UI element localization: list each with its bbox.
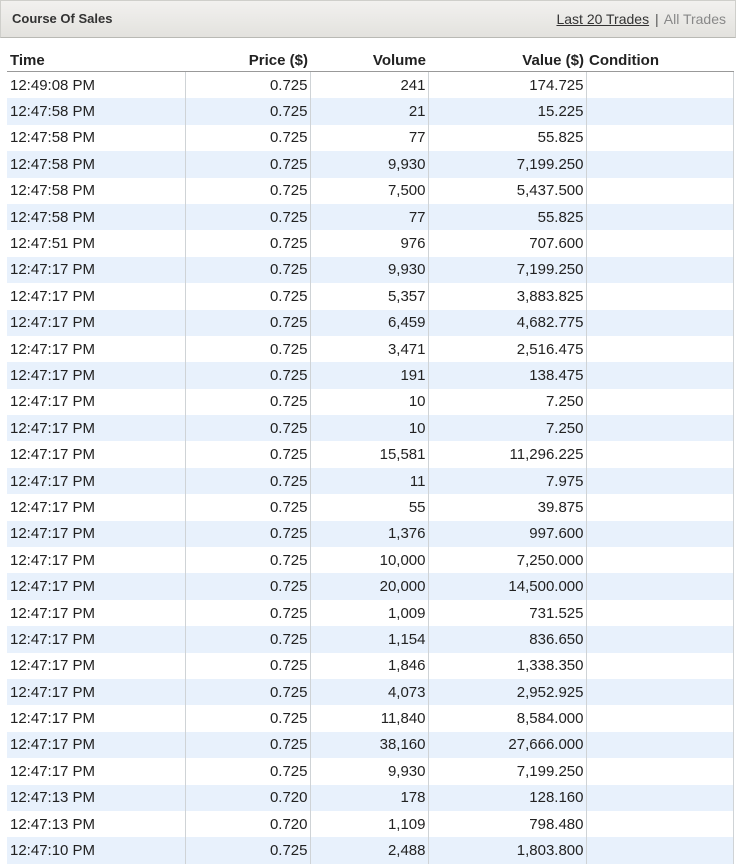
table-row [7,310,733,336]
cell-value: 27,666.000 [428,732,586,758]
cell-price: 0.725 [185,837,310,863]
last-20-trades-link[interactable]: Last 20 Trades [556,11,650,27]
cell-value: 798.480 [428,811,586,837]
cell-time: 12:47:17 PM [7,283,185,309]
cell-time: 12:47:17 PM [7,362,185,388]
cell-condition [586,785,733,811]
cell-condition [586,178,733,204]
link-separator: | [654,11,659,27]
cell-value: 7,250.000 [428,547,586,573]
cell-time: 12:47:17 PM [7,547,185,573]
cell-time: 12:47:58 PM [7,178,185,204]
column-header-volume: Volume [310,43,428,72]
cell-time: 12:47:17 PM [7,415,185,441]
cell-value: 8,584.000 [428,705,586,731]
cell-price: 0.725 [185,653,310,679]
cell-volume: 976 [310,230,428,256]
cell-price: 0.725 [185,626,310,652]
cell-value: 7,199.250 [428,151,586,177]
cell-volume: 20,000 [310,573,428,599]
cell-condition [586,151,733,177]
cell-volume: 178 [310,785,428,811]
table-row [7,336,733,362]
cell-condition [586,204,733,230]
cell-value: 1,338.350 [428,653,586,679]
cell-price: 0.725 [185,230,310,256]
cell-volume: 38,160 [310,732,428,758]
table-row [7,204,733,230]
table-row [7,468,733,494]
cell-condition [586,362,733,388]
cell-value: 15.225 [428,98,586,124]
cell-value: 11,296.225 [428,441,586,467]
cell-value: 997.600 [428,521,586,547]
cell-price: 0.725 [185,732,310,758]
cell-price: 0.725 [185,310,310,336]
cell-value: 4,682.775 [428,310,586,336]
table-row [7,257,733,283]
cell-price: 0.725 [185,178,310,204]
cell-time: 12:47:17 PM [7,626,185,652]
cell-condition [586,125,733,151]
cell-price: 0.725 [185,758,310,784]
cell-condition [586,283,733,309]
table-row [7,72,733,99]
cell-price: 0.725 [185,679,310,705]
cell-price: 0.725 [185,204,310,230]
cell-value: 2,516.475 [428,336,586,362]
cell-time: 12:49:08 PM [7,72,185,99]
cell-time: 12:47:17 PM [7,336,185,362]
cell-value: 7.975 [428,468,586,494]
cell-time: 12:47:10 PM [7,837,185,863]
cell-condition [586,600,733,626]
cell-price: 0.725 [185,415,310,441]
cell-price: 0.725 [185,389,310,415]
cell-condition [586,547,733,573]
cell-time: 12:47:17 PM [7,653,185,679]
cell-time: 12:47:58 PM [7,98,185,124]
cell-price: 0.725 [185,600,310,626]
cell-volume: 15,581 [310,441,428,467]
table-row [7,441,733,467]
cell-price: 0.725 [185,705,310,731]
course-of-sales-table [7,43,734,864]
cell-volume: 7,500 [310,178,428,204]
table-row [7,230,733,256]
cell-condition [586,441,733,467]
cell-volume: 4,073 [310,679,428,705]
table-row [7,98,733,124]
cell-time: 12:47:58 PM [7,151,185,177]
cell-time: 12:47:17 PM [7,679,185,705]
table-row [7,178,733,204]
cell-price: 0.725 [185,151,310,177]
cell-time: 12:47:17 PM [7,468,185,494]
table-row [7,521,733,547]
cell-value: 731.525 [428,600,586,626]
cell-condition [586,705,733,731]
cell-condition [586,415,733,441]
table-row [7,679,733,705]
cell-volume: 1,846 [310,653,428,679]
table-row [7,837,733,863]
cell-price: 0.725 [185,257,310,283]
column-header-condition: Condition [586,43,733,72]
cell-volume: 11 [310,468,428,494]
cell-price: 0.725 [185,547,310,573]
cell-time: 12:47:17 PM [7,600,185,626]
table-row [7,785,733,811]
cell-time: 12:47:17 PM [7,441,185,467]
cell-volume: 10 [310,415,428,441]
cell-price: 0.720 [185,811,310,837]
cell-volume: 11,840 [310,705,428,731]
cell-value: 7,199.250 [428,257,586,283]
column-header-time: Time [7,43,185,72]
table-row [7,362,733,388]
cell-condition [586,230,733,256]
cell-value: 1,803.800 [428,837,586,863]
cell-value: 836.650 [428,626,586,652]
cell-price: 0.725 [185,573,310,599]
table-row [7,600,733,626]
cell-condition [586,732,733,758]
table-row [7,415,733,441]
cell-price: 0.725 [185,98,310,124]
table-row [7,151,733,177]
cell-time: 12:47:17 PM [7,732,185,758]
cell-time: 12:47:17 PM [7,573,185,599]
cell-price: 0.725 [185,125,310,151]
cell-condition [586,72,733,99]
cell-price: 0.725 [185,521,310,547]
table-row [7,494,733,520]
cell-time: 12:47:17 PM [7,758,185,784]
cell-time: 12:47:13 PM [7,785,185,811]
cell-value: 5,437.500 [428,178,586,204]
cell-volume: 10,000 [310,547,428,573]
table-row [7,283,733,309]
cell-volume: 77 [310,204,428,230]
cell-condition [586,257,733,283]
cell-volume: 6,459 [310,310,428,336]
cell-condition [586,758,733,784]
cell-value: 55.825 [428,204,586,230]
cell-time: 12:47:17 PM [7,494,185,520]
cell-volume: 1,109 [310,811,428,837]
column-header-price: Price ($) [185,43,310,72]
cell-time: 12:47:17 PM [7,389,185,415]
cell-value: 14,500.000 [428,573,586,599]
cell-volume: 77 [310,125,428,151]
table-row [7,732,733,758]
cell-price: 0.725 [185,468,310,494]
cell-volume: 241 [310,72,428,99]
table-row [7,125,733,151]
cell-value: 174.725 [428,72,586,99]
cell-time: 12:47:17 PM [7,310,185,336]
cell-time: 12:47:17 PM [7,257,185,283]
cell-value: 55.825 [428,125,586,151]
cell-volume: 55 [310,494,428,520]
cell-condition [586,653,733,679]
cell-volume: 9,930 [310,257,428,283]
cell-time: 12:47:13 PM [7,811,185,837]
table-row [7,811,733,837]
cell-condition [586,811,733,837]
table-header-row [7,43,733,72]
cell-volume: 9,930 [310,758,428,784]
cell-volume: 21 [310,98,428,124]
table-row [7,626,733,652]
cell-price: 0.725 [185,494,310,520]
cell-volume: 1,154 [310,626,428,652]
cell-value: 3,883.825 [428,283,586,309]
cell-time: 12:47:58 PM [7,204,185,230]
cell-value: 128.160 [428,785,586,811]
panel-header [0,0,736,38]
cell-condition [586,626,733,652]
cell-price: 0.725 [185,362,310,388]
cell-value: 39.875 [428,494,586,520]
cell-time: 12:47:58 PM [7,125,185,151]
table-row [7,758,733,784]
cell-value: 707.600 [428,230,586,256]
cell-volume: 10 [310,389,428,415]
table-row [7,653,733,679]
course-of-sales-table-wrapper [7,43,733,864]
cell-condition [586,679,733,705]
all-trades-link[interactable]: All Trades [663,11,726,27]
cell-value: 7.250 [428,415,586,441]
cell-value: 138.475 [428,362,586,388]
cell-condition [586,521,733,547]
cell-volume: 2,488 [310,837,428,863]
cell-time: 12:47:17 PM [7,521,185,547]
cell-volume: 5,357 [310,283,428,309]
cell-condition [586,310,733,336]
cell-price: 0.725 [185,72,310,99]
cell-volume: 1,009 [310,600,428,626]
table-row [7,547,733,573]
panel-title: Course Of Sales [12,11,113,26]
cell-volume: 191 [310,362,428,388]
cell-price: 0.725 [185,441,310,467]
cell-price: 0.725 [185,336,310,362]
cell-condition [586,336,733,362]
cell-value: 7.250 [428,389,586,415]
table-body [7,72,733,864]
cell-price: 0.720 [185,785,310,811]
cell-condition [586,389,733,415]
table-row [7,573,733,599]
trade-filter-links [556,11,726,27]
table-row [7,705,733,731]
cell-condition [586,468,733,494]
cell-volume: 3,471 [310,336,428,362]
column-header-value: Value ($) [428,43,586,72]
cell-condition [586,98,733,124]
cell-volume: 1,376 [310,521,428,547]
cell-condition [586,573,733,599]
cell-time: 12:47:51 PM [7,230,185,256]
cell-time: 12:47:17 PM [7,705,185,731]
cell-condition [586,494,733,520]
cell-price: 0.725 [185,283,310,309]
cell-value: 7,199.250 [428,758,586,784]
cell-volume: 9,930 [310,151,428,177]
cell-condition [586,837,733,863]
cell-value: 2,952.925 [428,679,586,705]
table-row [7,389,733,415]
